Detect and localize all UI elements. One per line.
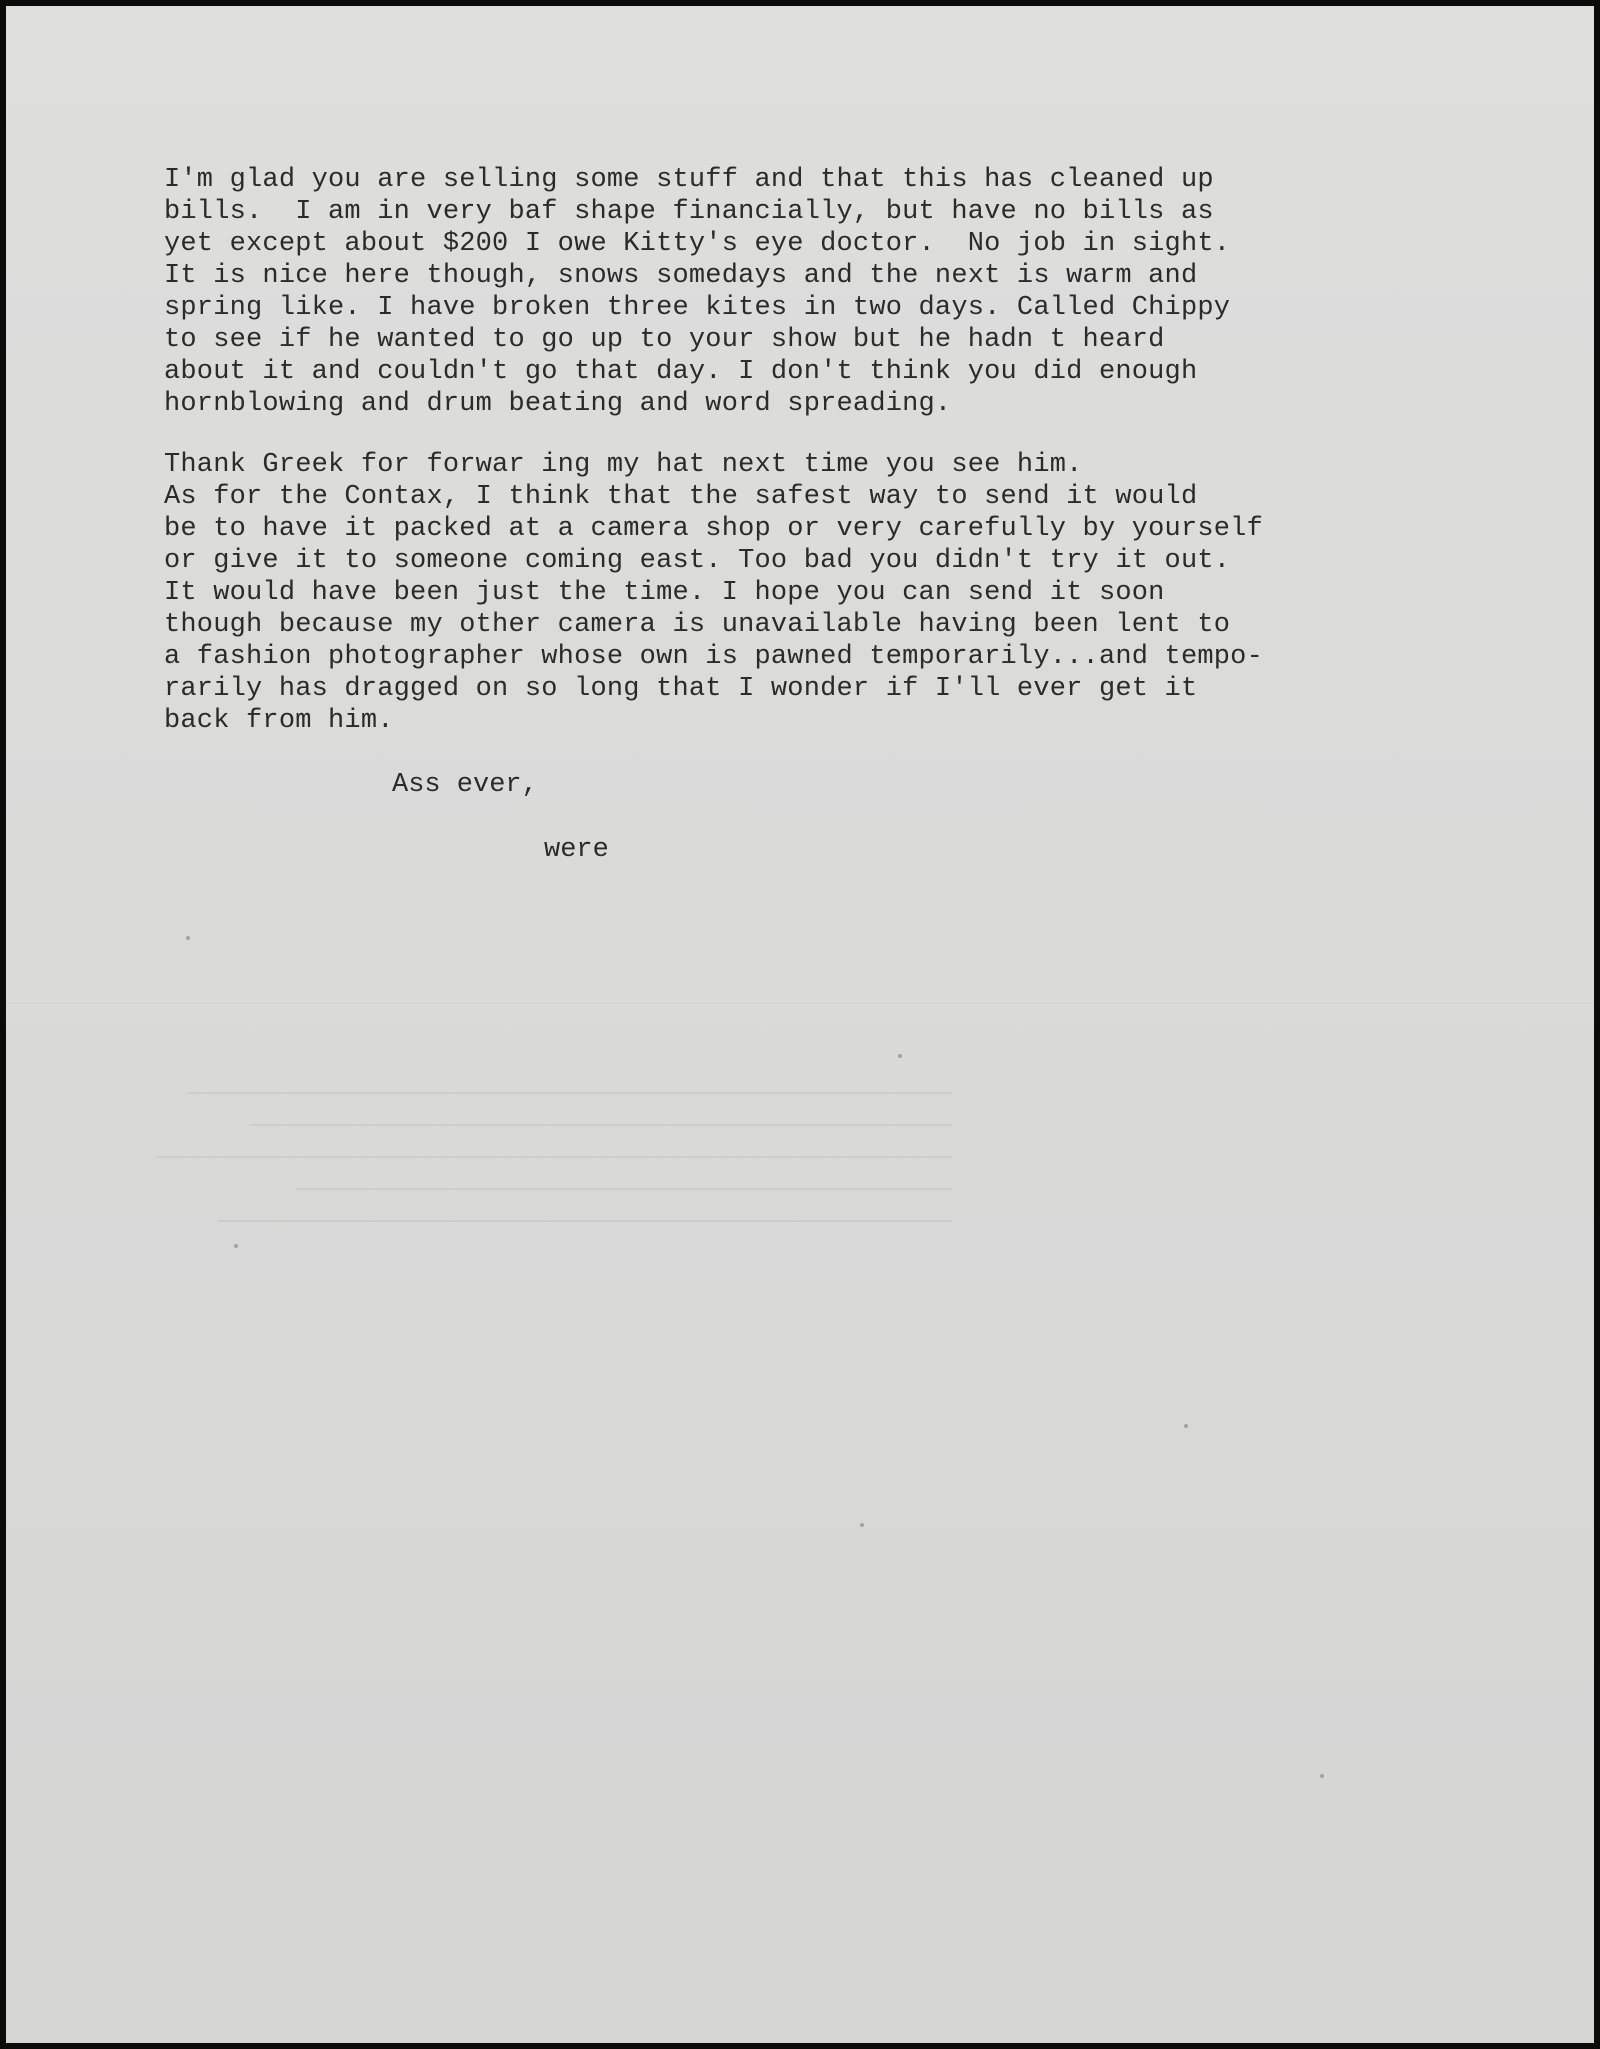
- reverse-side-bleed-through: ───────────────────────────────────────────────── ───────────────────────────────────────────── ─────────────────────────────────────────────────── ────────────────────────────────────────── ───────────────────────────────────────────────: [156, 1079, 952, 1237]
- letter-closing: Ass ever,: [392, 770, 538, 800]
- letter-page: [6, 6, 1594, 2043]
- paper-fold-line: [6, 1001, 1594, 1003]
- paper-speck: [186, 936, 190, 940]
- letter-paragraph-2: Thank Greek for forwar ing my hat next time you see him. As for the Contax, I think that the safest way to send it would be to have it packed at a camera shop or very carefully by yourself or give it to someone coming east. Too bad you didn't try it out. It would have been just the time. I hope you can send it soon though because my other camera is unavailable having been lent to a fashion photographer whose own is pawned temporarily...and tempo- rarily has dragged on so long that I wonder if I'll ever get it back from him.: [164, 450, 1263, 736]
- letter-signature: were: [544, 835, 609, 865]
- paper-speck: [1184, 1424, 1188, 1428]
- paper-speck: [898, 1054, 902, 1058]
- paper-speck: [1320, 1774, 1324, 1778]
- paper-speck: [234, 1244, 238, 1248]
- paper-speck: [860, 1523, 864, 1527]
- letter-paragraph-1: I'm glad you are selling some stuff and that this has cleaned up bills. I am in very baf shape financially, but have no bills as yet except about $200 I owe Kitty's eye doctor. No job in sight. It is nice here though, snows somedays and the next is warm and spring like. I have broken three kites in two days. Called Chippy to see if he wanted to go up to your show but he hadn t heard about it and couldn't go that day. I don't think you did enough hornblowing and drum beating and word spreading.: [164, 165, 1231, 419]
